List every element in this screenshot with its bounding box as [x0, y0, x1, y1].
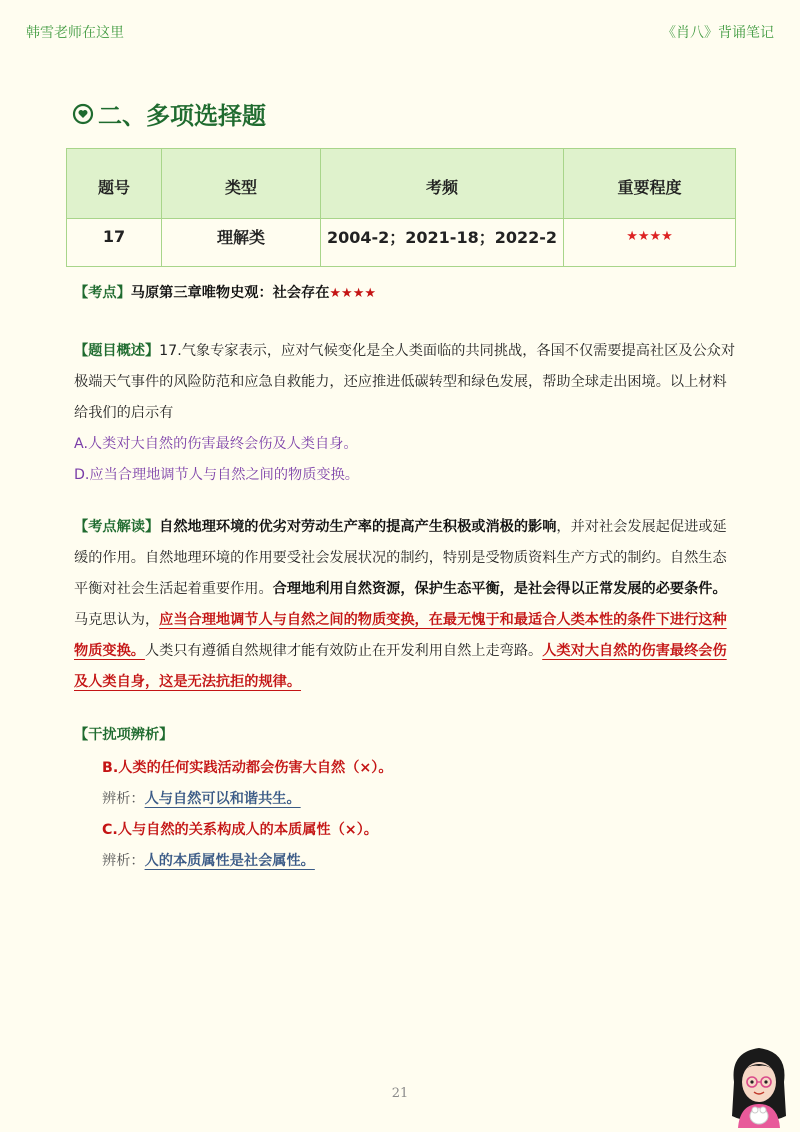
kaodian-text: 马原第三章唯物史观：社会存在: [130, 285, 330, 301]
option-b-analysis: [74, 784, 730, 815]
summary-line-3: 给我们的启示有: [74, 405, 174, 421]
option-a: A.人类对大自然的伤害最终会伤及人类自身。: [74, 436, 358, 452]
header-type: 类型: [162, 149, 321, 219]
cell-number: 17: [67, 219, 162, 267]
interp-red-5: 物质变换。: [74, 643, 145, 659]
interp-line-4: [74, 605, 730, 636]
teacher-avatar-icon: [724, 1042, 794, 1128]
header-number: 题号: [67, 149, 162, 219]
interp-line-5: [74, 636, 730, 667]
question-info-table: [66, 148, 736, 267]
option-c: [74, 815, 730, 846]
cell-frequency: 2004-2；2021-18；2022-2: [321, 219, 564, 267]
interp-red-5b: 人类对大自然的伤害最终会伤: [542, 643, 727, 659]
interp-red-4: 应当合理地调节人与自然之间的物质变换，在最无愧于和最适合人类本性的条件下进行这种: [159, 612, 727, 628]
header-importance: 重要程度: [564, 149, 736, 219]
kaodian-tag: 【考点】: [74, 285, 131, 301]
option-c-analysis-text: 人的本质属性是社会属性。: [144, 853, 315, 869]
page-number: 21: [391, 1086, 409, 1101]
interp-text-4: 马克思认为，: [74, 612, 160, 628]
interp-tag: 【考点解读】: [74, 519, 160, 535]
cell-type: 理解类: [162, 219, 321, 267]
option-b-analysis-text: 人与自然可以和谐共生。: [144, 791, 301, 807]
summary-line-2: 极端天气事件的风险防范和应急自救能力，还应推进低碳转型和绿色发展，帮助全球走出困境。以上材料: [74, 374, 727, 390]
interp-line-1: [74, 512, 730, 543]
point-interpretation: [74, 512, 730, 698]
summary-line-1: [74, 336, 736, 367]
option-b: [74, 753, 730, 784]
interp-bold-1: 自然地理环境的优劣对劳动生产率的提高产生积极或消极的影响: [159, 519, 557, 535]
distractor-analysis: [74, 720, 730, 877]
option-b-analysis-label: 辨析：: [102, 791, 145, 807]
option-c-text: C.人与自然的关系构成人的本质属性（×）。: [102, 822, 378, 838]
question-summary: [74, 336, 736, 491]
summary-text-1: 17.气象专家表示，应对气候变化是全人类面临的共同挑战，各国不仅需要提高社区及公众对: [159, 343, 736, 359]
distractor-tag-text: 【干扰项辨析】: [74, 727, 174, 743]
header-book-title: 《肖八》背诵笔记: [662, 25, 774, 41]
interp-red-6: 及人类自身，这是无法抗拒的规律。: [74, 674, 302, 690]
heart-chat-icon: [72, 103, 94, 125]
interp-text-5: 人类只有遵循自然规律才能有效防止在开发利用自然上走弯路。: [144, 643, 543, 659]
header-frequency: 考频: [321, 149, 564, 219]
cell-importance: ★★★★: [564, 219, 736, 267]
kaodian-stars: ★★★★: [329, 286, 377, 301]
section-title-text: 二、多项选择题: [98, 102, 266, 130]
option-b-text: B.人类的任何实践活动都会伤害大自然（×）。: [102, 760, 393, 776]
option-d: D.应当合理地调节人与自然之间的物质变换。: [74, 467, 359, 483]
interp-bold-3: 合理地利用自然资源，保护生态平衡，是社会得以正常发展的必要条件。: [272, 581, 727, 597]
section-title: [72, 96, 266, 131]
interp-line-6: [74, 667, 730, 698]
summary-tag: 【题目概述】: [74, 343, 160, 359]
distractor-tag: [74, 720, 730, 751]
header-author: 韩雪老师在这里: [26, 25, 124, 41]
kaodian-line: [74, 278, 730, 309]
interp-line-2: 缓的作用。自然地理环境的作用要受社会发展状况的制约，特别是受物质资料生产方式的制约。自然生态: [74, 550, 727, 566]
option-c-analysis: [74, 846, 730, 877]
option-c-analysis-label: 辨析：: [102, 853, 145, 869]
interp-text-3: 平衡对社会生活起着重要作用。: [74, 581, 273, 597]
interp-line-3: [74, 574, 730, 605]
table-header-row: [67, 149, 736, 219]
interp-text-1: ，并对社会发展起促进或延: [556, 519, 727, 535]
table-row: [67, 219, 736, 267]
